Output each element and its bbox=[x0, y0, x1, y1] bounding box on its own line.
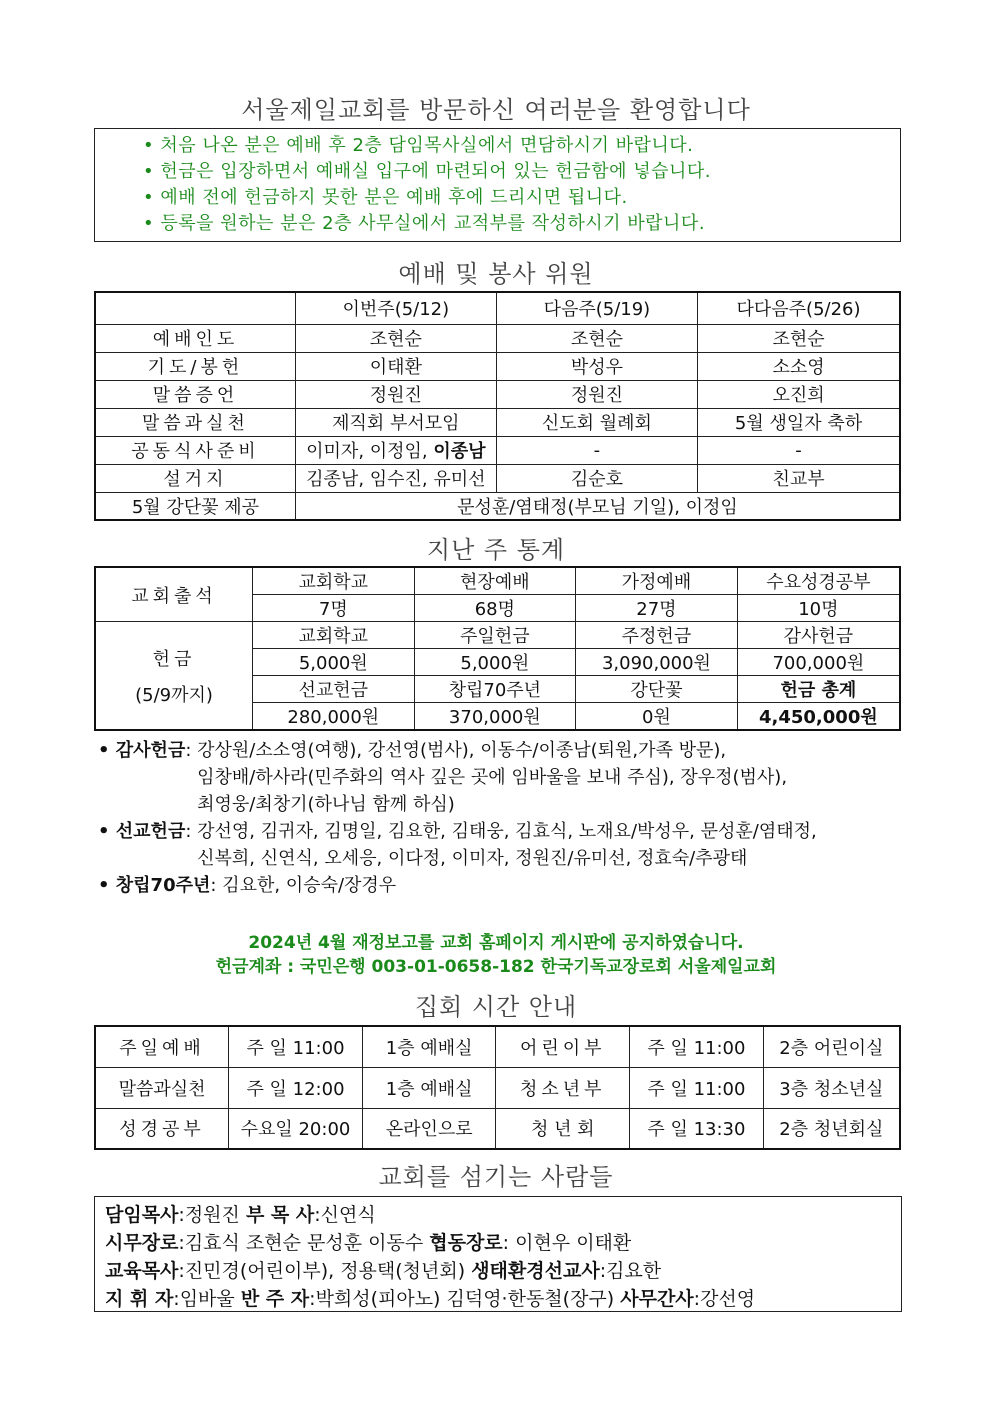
stats-title: 지난 주 통계 bbox=[426, 536, 566, 564]
offering-value: 5,000원 bbox=[414, 649, 576, 676]
service-cell: 5월 생일자 축하 bbox=[698, 408, 900, 436]
service-cell: 오진희 bbox=[698, 380, 900, 408]
service-cell: 정원진 bbox=[295, 380, 496, 408]
service-role: 말씀과실천 bbox=[95, 408, 295, 436]
service-cell: 이태환 bbox=[295, 352, 496, 380]
anniv-note: • 창립70주년 : 김요한, 이승숙/장경우 bbox=[98, 872, 918, 899]
offering-total-value: 4,450,000원 bbox=[737, 703, 900, 731]
offering-header: 교회학교 bbox=[253, 622, 415, 649]
service-cell: 제직회 부서모임 bbox=[295, 408, 496, 436]
service-header bbox=[95, 292, 295, 324]
staff-names: :신연식 bbox=[314, 1204, 376, 1226]
thanks-line: 강상원/소소영(여행), 강선영(범사), 이동수/이종남(퇴원,가족 방문), bbox=[197, 740, 727, 761]
meeting-place: 2층 어린이실 bbox=[763, 1026, 900, 1067]
service-role: 말씀증언 bbox=[95, 380, 295, 408]
service-cell: - bbox=[698, 436, 900, 464]
staff-role: 반 주 자 bbox=[240, 1288, 310, 1310]
service-header: 다다음주(5/26) bbox=[698, 292, 900, 324]
staff-role: 담임목사 bbox=[105, 1204, 179, 1226]
service-cell: 조현순 bbox=[295, 324, 496, 352]
service-cell: 박성우 bbox=[496, 352, 697, 380]
welcome-title: 서울제일교회를 방문하신 여러분을 환영합니다 bbox=[241, 96, 751, 124]
service-role: 공동식사준비 bbox=[95, 436, 295, 464]
offering-total-header: 헌금 총계 bbox=[737, 676, 900, 703]
thanks-note: • 감사헌금 : 강상원/소소영(여행), 강선영(범사), 이동수/이종남(퇴원,가족 방문), 임창배/하사라(민주화의 역사 깊은 곳에 임바울을 보내 주심), 장우정(범사), 최영웅/최창기(하나님 함께 하심) bbox=[98, 737, 918, 818]
staff-role: 생태환경선교사 bbox=[471, 1260, 600, 1282]
mission-line: 강선영, 김귀자, 김명일, 김요한, 김태웅, 김효식, 노재요/박성우, 문성훈/염태정, bbox=[197, 821, 817, 842]
welcome-item: • 처음 나온 분은 예배 후 2층 담임목사실에서 면담하시기 바랍니다. bbox=[95, 133, 900, 159]
service-header: 이번주(5/12) bbox=[295, 292, 496, 324]
meeting-time: 주 일 11:00 bbox=[229, 1026, 363, 1067]
thanks-line: 최영웅/최창기(하나님 함께 하심) bbox=[197, 794, 455, 815]
staff-role: 지 휘 자 bbox=[105, 1288, 174, 1310]
meeting-place: 1층 예배실 bbox=[362, 1067, 496, 1108]
welcome-box bbox=[94, 128, 901, 242]
service-cell: - bbox=[496, 436, 697, 464]
offering-notes bbox=[98, 737, 918, 899]
service-cell: 신도회 월례회 bbox=[496, 408, 697, 436]
staff-line-3 bbox=[105, 1257, 891, 1285]
staff-names: :진민경(어린이부), 정용택(청년회) bbox=[178, 1260, 472, 1282]
meal-bold-name: 이종남 bbox=[433, 441, 486, 462]
stats-table bbox=[94, 566, 901, 731]
service-cell bbox=[295, 436, 496, 464]
staff-role: 협동장로 bbox=[429, 1232, 503, 1254]
attendance-header: 수요성경공부 bbox=[737, 567, 900, 595]
meeting-place: 3층 청소년실 bbox=[763, 1067, 900, 1108]
meeting-time: 주 일 11:00 bbox=[630, 1026, 764, 1067]
welcome-item: • 헌금은 입장하면서 예배실 입구에 마련되어 있는 헌금함에 넣습니다. bbox=[95, 159, 900, 185]
service-header: 다음주(5/19) bbox=[496, 292, 697, 324]
meeting-time: 수요일 20:00 bbox=[229, 1108, 363, 1149]
staff-line-4 bbox=[105, 1285, 891, 1313]
attendance-header: 가정예배 bbox=[576, 567, 738, 595]
offering-header: 선교헌금 bbox=[253, 676, 415, 703]
staff-names: :강선영 bbox=[693, 1288, 756, 1310]
staff-line-2 bbox=[105, 1229, 891, 1257]
thanks-label: • 감사헌금 bbox=[98, 737, 185, 818]
staff-role: 부 목 사 bbox=[245, 1204, 315, 1226]
mission-line: 신복희, 신연식, 오세응, 이다정, 이미자, 정원진/유미선, 정효숙/추광태 bbox=[197, 848, 748, 869]
service-cell: 조현순 bbox=[496, 324, 697, 352]
meeting-time: 주 일 13:30 bbox=[630, 1108, 764, 1149]
mission-label: • 선교헌금 bbox=[98, 818, 185, 872]
attendance-header: 현장예배 bbox=[414, 567, 576, 595]
staff-names: :정원진 bbox=[178, 1204, 246, 1226]
attendance-value: 10명 bbox=[737, 595, 900, 622]
service-role: 기도/봉헌 bbox=[95, 352, 295, 380]
staff-names: :김효식 조현순 문성훈 이동수 bbox=[178, 1232, 430, 1254]
attendance-label: 교회출석 bbox=[95, 567, 253, 622]
staff-role: 시무장로 bbox=[105, 1232, 179, 1254]
service-cell: 김순호 bbox=[496, 464, 697, 492]
welcome-item: • 예배 전에 헌금하지 못한 분은 예배 후에 드리시면 됩니다. bbox=[95, 185, 900, 211]
attendance-value: 27명 bbox=[576, 595, 738, 622]
mission-note: • 선교헌금 : 강선영, 김귀자, 김명일, 김요한, 김태웅, 김효식, 노재요/박성우, 문성훈/염태정, 신복희, 신연식, 오세응, 이다정, 이미자, 정원진/유미선, 정효숙/추광태 bbox=[98, 818, 918, 872]
meetings-title: 집회 시간 안내 bbox=[414, 993, 578, 1021]
service-role: 설거지 bbox=[95, 464, 295, 492]
staff-role: 사무간사 bbox=[620, 1288, 694, 1310]
staff-title: 교회를 섬기는 사람들 bbox=[378, 1163, 614, 1191]
staff-names: :임바울 bbox=[173, 1288, 241, 1310]
meeting-place: 1층 예배실 bbox=[362, 1026, 496, 1067]
meal-names: 이미자, 이정임, bbox=[306, 441, 434, 462]
meeting-time: 주 일 12:00 bbox=[229, 1067, 363, 1108]
meeting-time: 주 일 11:00 bbox=[630, 1067, 764, 1108]
offering-header: 주일헌금 bbox=[414, 622, 576, 649]
meetings-table bbox=[94, 1025, 901, 1150]
flower-value: 문성훈/염태정(부모님 기일), 이정임 bbox=[295, 492, 900, 520]
offering-value: 3,090,000원 bbox=[576, 649, 738, 676]
bank-account-notice: 헌금계좌 : 국민은행 003-01-0658-182 한국기독교장로회 서울제일교회 bbox=[215, 957, 777, 977]
offering-value: 700,000원 bbox=[737, 649, 900, 676]
thanks-line: 임창배/하사라(민주화의 역사 깊은 곳에 임바울을 보내 주심), 장우정(범사), bbox=[197, 767, 788, 788]
attendance-value: 7명 bbox=[253, 595, 415, 622]
offering-header: 강단꽃 bbox=[576, 676, 738, 703]
meeting-name: 성경공부 bbox=[95, 1108, 229, 1149]
meeting-name: 청 년 회 bbox=[496, 1108, 630, 1149]
anniv-label: • 창립70주년 bbox=[98, 872, 210, 899]
welcome-item: • 등록을 원하는 분은 2층 사무실에서 교적부를 작성하시기 바랍니다. bbox=[95, 211, 900, 237]
offering-header: 감사헌금 bbox=[737, 622, 900, 649]
service-cell: 정원진 bbox=[496, 380, 697, 408]
welcome-list bbox=[95, 129, 900, 237]
service-title: 예배 및 봉사 위원 bbox=[398, 260, 594, 288]
staff-names: :김요한 bbox=[599, 1260, 662, 1282]
meeting-name: 주일예배 bbox=[95, 1026, 229, 1067]
staff-line-1 bbox=[105, 1201, 891, 1229]
offering-header: 창립70주년 bbox=[414, 676, 576, 703]
service-cell: 김종남, 임수진, 유미선 bbox=[295, 464, 496, 492]
attendance-value: 68명 bbox=[414, 595, 576, 622]
offering-value: 0원 bbox=[576, 703, 738, 731]
attendance-header: 교회학교 bbox=[253, 567, 415, 595]
service-cell: 소소영 bbox=[698, 352, 900, 380]
anniv-line: 김요한, 이승숙/장경우 bbox=[222, 875, 397, 896]
staff-names: : 이현우 이태환 bbox=[502, 1232, 632, 1254]
offering-label: 헌금 bbox=[152, 648, 196, 670]
offering-value: 280,000원 bbox=[253, 703, 415, 731]
offering-label-cell bbox=[95, 622, 253, 731]
service-cell: 조현순 bbox=[698, 324, 900, 352]
offering-value: 370,000원 bbox=[414, 703, 576, 731]
meeting-place: 2층 청년회실 bbox=[763, 1108, 900, 1149]
meeting-name: 청소년부 bbox=[496, 1067, 630, 1108]
meeting-place: 온라인으로 bbox=[362, 1108, 496, 1149]
staff-role: 교육목사 bbox=[105, 1260, 179, 1282]
meeting-name: 어린이부 bbox=[496, 1026, 630, 1067]
staff-box bbox=[94, 1196, 902, 1312]
finance-report-notice: 2024년 4월 재정보고를 교회 홈페이지 게시판에 공지하였습니다. bbox=[248, 933, 744, 953]
offering-value: 5,000원 bbox=[253, 649, 415, 676]
offering-sub: (5/9까지) bbox=[135, 684, 213, 706]
service-role: 예배인도 bbox=[95, 324, 295, 352]
offering-header: 주정헌금 bbox=[576, 622, 738, 649]
meeting-name: 말씀과실천 bbox=[95, 1067, 229, 1108]
flower-label: 5월 강단꽃 제공 bbox=[95, 492, 295, 520]
staff-names: :박희성(피아노) 김덕영·한동철(장구) bbox=[309, 1288, 621, 1310]
service-cell: 친교부 bbox=[698, 464, 900, 492]
service-table bbox=[94, 291, 901, 521]
